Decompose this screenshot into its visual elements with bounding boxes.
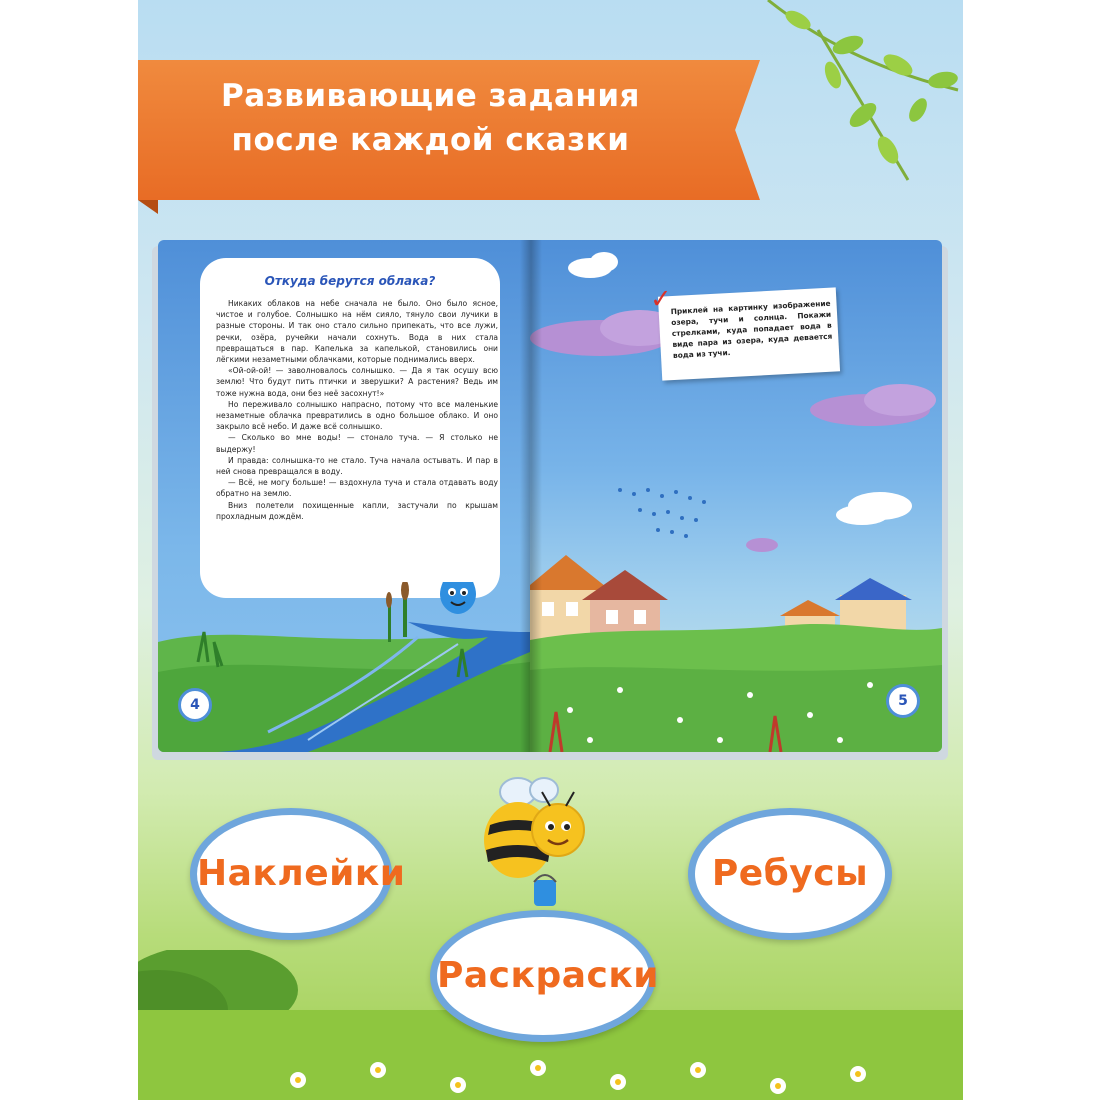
story-paragraph: — Всё, не могу больше! — вздохнула туча и стала отдавать воду обратно на землю.: [216, 478, 498, 499]
open-book: [158, 240, 942, 752]
task-text: Приклей на картинку изображение озера, тучи и солнца. Покажи стрелками, куда попадает вода в виде пара из озера, куда девается вода из тучи.: [670, 298, 833, 360]
bee-mascot: [478, 770, 598, 930]
left-page: [158, 240, 530, 752]
story-paragraph: «Ой-ой-ой! — заволновалось солнышко. — Да я так осушу всю землю! Что будут пить птички и зверушки? А растения? Ведь им тоже нужна вода, они без неё засохнут!»: [216, 366, 498, 398]
left-page-number: 4: [178, 688, 212, 722]
meadow-river-illustration: [158, 582, 530, 752]
story-paragraph: — Сколько во мне воды! — стонало туча. — Я столько не выдержу!: [216, 433, 498, 454]
stickers-label: Наклейки: [197, 853, 406, 894]
story-text-card: [200, 258, 500, 598]
story-paragraph: И правда: солнышка-то не стало. Туча начала остывать. И пар в ней снова превращался в воду.: [216, 455, 498, 477]
banner-line-1: Развивающие задания: [221, 78, 640, 114]
coloring-badge: [430, 910, 660, 1042]
coloring-label: Раскраски: [437, 955, 660, 996]
banner-line-2: после каждой сказки: [231, 122, 630, 158]
story-paragraph: Вниз полетели похищенные капли, застучали по крышам прохладным дождём.: [216, 500, 498, 521]
checkmark-icon: ✓: [649, 284, 673, 316]
product-card: [138, 0, 963, 1100]
ribbon-fold: [138, 200, 158, 214]
story-title: Откуда берутся облака?: [264, 274, 436, 288]
task-card: [649, 284, 840, 380]
stickers-badge: [190, 808, 406, 940]
water-drop-character: [440, 582, 476, 614]
story-paragraph: Но переживало солнышко напрасно, потому что все маленькие незаметные облачка превратились в одно большое облако. И оно закрыло всё небо. И даже всё солнышко.: [216, 399, 498, 432]
right-page: [530, 240, 942, 752]
right-page-number: 5: [886, 684, 920, 718]
rebuses-badge: [688, 808, 892, 940]
book-spine: [520, 240, 542, 752]
story-paragraph: Никаких облаков на небе сначала не было. Оно было ясное, чистое и голубое. Солнышко на нём сияло, тянуло свои лучики в разные стороны. И так оно стало сильно припекать, что все лужи, речки, озёра, ручейки начали сохнуть. Вода в них стала превращаться в пар. Капелька за капелькой, становились они лёгкими незаметными облачками, которые поднимались вверх.: [216, 299, 498, 365]
rebuses-label: Ребусы: [711, 853, 869, 894]
rain-drops: [618, 488, 706, 538]
story-body: [216, 298, 498, 522]
banner-title: [138, 74, 723, 162]
